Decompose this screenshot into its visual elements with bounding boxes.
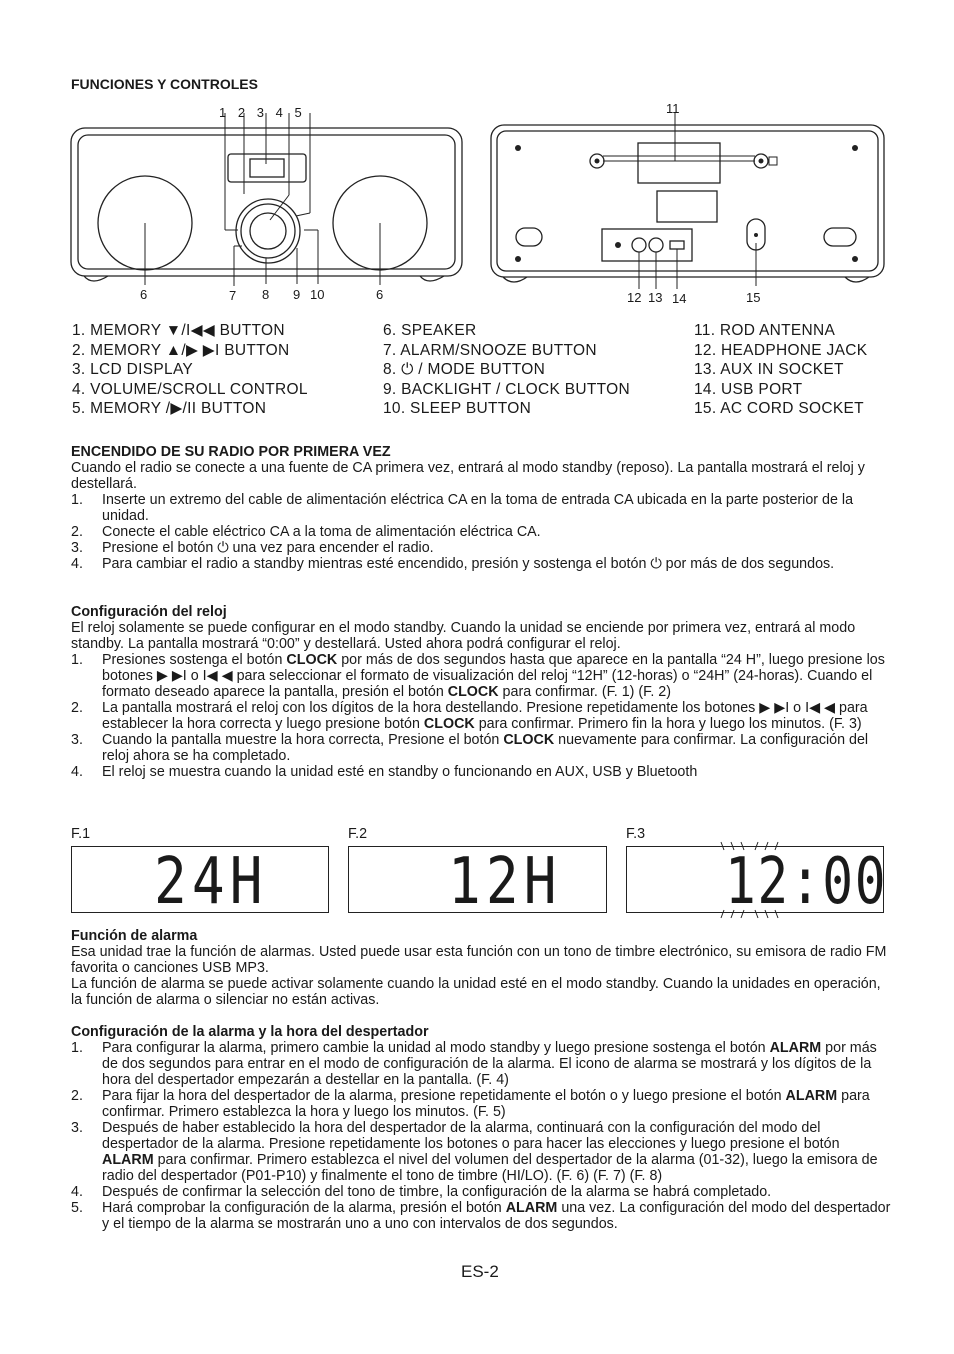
callout-1: 1 bbox=[219, 105, 227, 120]
legend-item: 14. USB PORT bbox=[694, 380, 803, 398]
list-item: 2. Conecte el cable eléctrico CA a la toma de alimentación eléctrica CA. bbox=[71, 524, 541, 540]
legend-item: 11. ROD ANTENNA bbox=[694, 322, 836, 339]
page-title: FUNCIONES Y CONTROLES bbox=[71, 76, 258, 92]
callout-14: 14 bbox=[672, 291, 687, 306]
legend-item: 4. VOLUME/SCROLL CONTROL bbox=[72, 380, 308, 398]
list-item: 3. Después de haber establecido la hora del despertador de la alarma, continuará con la configuración del modo del despertador de la alarma. Presione repetidamente los botones o para hacer las elecciones y luego presione el botón ALARM para confirmar. Primero establezca el nivel del volumen del despertador de la alarma (01-32), luego la emisora de radio del despertador (P01-P10) y finalmente el tono de timbre (HI/LO). (F. 6) (F. 7) (F. 8) bbox=[71, 1120, 878, 1184]
list-item: 1. Presiones sostenga el botón CLOCK por más de dos segundos hasta que aparece en la pantalla “24 H”, luego presione los botones ▶ ▶I o I◀ ◀ para seleccionar el formato de visualización del reloj “12H” (12-horas) o “24H” (24-horas). Cuando el formato deseado aparece la pantalla, presión el botón CLOCK para confirmar. (F. 1) (F. 2) bbox=[71, 652, 885, 700]
callout-9: 9 bbox=[293, 287, 301, 302]
callout-7: 7 bbox=[229, 288, 237, 303]
lcd-figure-1 bbox=[71, 845, 329, 919]
callout-13: 13 bbox=[648, 290, 663, 305]
legend-item: 7. ALARM/SNOOZE BUTTON bbox=[383, 341, 597, 359]
callout-2: 2 bbox=[237, 105, 246, 120]
callout-15: 15 bbox=[746, 290, 761, 305]
list-item: 1. Inserte un extremo del cable de alimentación eléctrica CA en la toma de entrada CA ubicada en la parte posterior de la unidad. bbox=[71, 492, 854, 524]
figure-label: F.2 bbox=[348, 826, 368, 842]
legend-item: 8. ⏻ / MODE BUTTON bbox=[383, 361, 546, 379]
back-radio-diagram bbox=[485, 98, 895, 310]
list-item: 4. El reloj se muestra cuando la unidad esté en standby o funcionando en AUX, USB y Bluetooth bbox=[71, 764, 698, 780]
callout-3: 3 bbox=[256, 105, 264, 120]
legend-item: 10. SLEEP BUTTON bbox=[383, 400, 532, 418]
section-intro: Cuando el radio se conecte a una fuente de CA primera vez, entrará al modo standby (reposo). La pantalla mostrará el reloj y destellará. bbox=[71, 460, 865, 492]
list-item: 4. Para cambiar el radio a standby mientras esté encendido, presión y sostenga el botón ⏻ por más de dos segundos. bbox=[71, 556, 835, 572]
list-item: 3. Presione el botón ⏻ una vez para encender el radio. bbox=[71, 540, 434, 556]
list-item: 5. Hará comprobar la configuración de la alarma, presión el botón ALARM una vez. La configuración del modo del despertador y el tiempo de la alarma se mostrarán uno a uno con intervalos de dos segundos. bbox=[71, 1200, 891, 1232]
legend-item: 13. AUX IN SOCKET bbox=[694, 361, 844, 379]
legend-item: 5. MEMORY /▶/II BUTTON bbox=[72, 400, 267, 418]
legend-item: 3. LCD DISPLAY bbox=[72, 361, 194, 379]
legend-item: 12. HEADPHONE JACK bbox=[694, 341, 868, 359]
section-heading: Configuración de la alarma y la hora del despertador bbox=[71, 1024, 429, 1040]
callout-6-left: 6 bbox=[140, 287, 148, 302]
legend-column-2 bbox=[383, 321, 683, 419]
callout-5: 5 bbox=[294, 105, 302, 120]
section-alarm-setup bbox=[71, 1024, 895, 1232]
lcd-text: 12H bbox=[448, 845, 562, 919]
section-alarm-function bbox=[71, 928, 893, 1008]
page-number: ES-2 bbox=[461, 1262, 499, 1281]
legend-item: 9. BACKLIGHT / CLOCK BUTTON bbox=[383, 380, 630, 398]
section-heading: ENCENDIDO DE SU RADIO POR PRIMERA VEZ bbox=[71, 444, 391, 460]
callout-4: 4 bbox=[275, 105, 283, 120]
list-item: 2. La pantalla mostrará el reloj con los dígitos de la hora destellando. Presione repetidamente los botones ▶ ▶I o I◀ ◀ para establecer la hora correcta y luego presione botón CLOCK para confirmar. Primero fin la hora y luego los minutos. (F. 3) bbox=[71, 700, 868, 732]
section-clock-setup bbox=[71, 604, 893, 780]
list-item: 3. Cuando la pantalla muestre la hora correcta, Presione el botón CLOCK nuevamente para confirmar. La configuración del reloj ahora se ha completado. bbox=[71, 732, 869, 764]
list-item: 4. Después de confirmar la selección del tono de timbre, la configuración de la alarma se habrá completado. bbox=[71, 1184, 772, 1200]
paragraph: La función de alarma se puede activar solamente cuando la unidad esté en el modo standby. Cuando la unidades en operación, la función de alarma o silenciar no están activas. bbox=[71, 976, 881, 1008]
lcd-figure-3 bbox=[626, 845, 888, 919]
figure-label: F.3 bbox=[626, 826, 646, 842]
callout-12: 12 bbox=[627, 290, 642, 305]
list-item: 1. Para configurar la alarma, primero cambie la unidad al modo standby y luego presione sostenga el botón ALARM por más de dos segundos para entrar en el modo de configuración de la alarma. El icono de alarma se mostrará y los dígitos de la hora del despertador empezarán a destellar en la pantalla. (F. 4) bbox=[71, 1040, 877, 1088]
section-heading: Función de alarma bbox=[71, 928, 198, 944]
legend-column-1 bbox=[72, 321, 372, 419]
callout-10: 10 bbox=[310, 287, 325, 302]
figure-label: F.1 bbox=[71, 826, 91, 842]
legend-item: 15. AC CORD SOCKET bbox=[694, 400, 864, 418]
legend-item: 1. MEMORY ▼/I◀◀ BUTTON bbox=[72, 322, 285, 339]
section-intro: El reloj solamente se puede configurar en el modo standby. Cuando la unidad se enciende por primera vez, entrará al modo standby. La pantalla mostrará “0:00” y destellará. Usted ahora podrá configurar el reloj. bbox=[71, 620, 856, 652]
front-radio-diagram bbox=[60, 98, 480, 310]
legend-item: 6. SPEAKER bbox=[383, 322, 477, 339]
callout-6-right: 6 bbox=[376, 287, 384, 302]
callout-8: 8 bbox=[262, 287, 270, 302]
lcd-text: 24H bbox=[154, 845, 268, 919]
legend-item: 2. MEMORY ▲/▶ ▶I BUTTON bbox=[72, 341, 290, 359]
section-heading: Configuración del reloj bbox=[71, 604, 227, 620]
paragraph: Esa unidad trae la función de alarmas. Usted puede usar esta función con un tono de timbre electrónico, su emisora de radio FM favorita o canciones USB MP3. bbox=[71, 944, 887, 976]
section-first-power-on bbox=[71, 444, 891, 572]
list-item: 2. Para fijar la hora del despertador de la alarma, presione repetidamente el botón o y luego presione el botón ALARM para confirmar. Primero establezca la hora y luego los minutos. (F. 5) bbox=[71, 1088, 870, 1120]
callout-11: 11 bbox=[666, 101, 680, 116]
legend-column-3 bbox=[694, 321, 934, 419]
lcd-text: 12:00 bbox=[725, 845, 888, 919]
lcd-figure-2 bbox=[348, 845, 607, 919]
front-callouts-top bbox=[219, 105, 302, 120]
